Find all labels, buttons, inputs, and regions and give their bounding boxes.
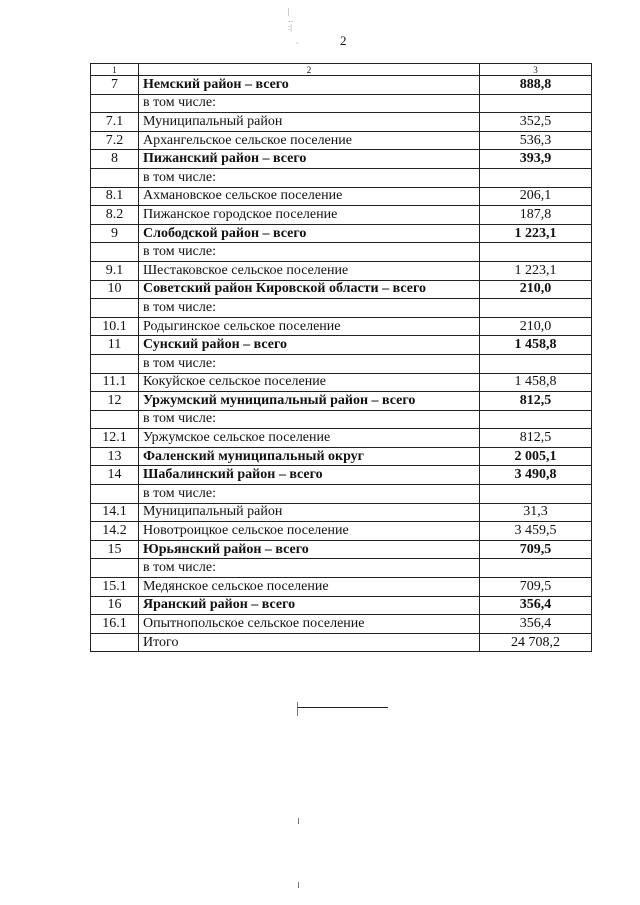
table-row bbox=[91, 354, 592, 373]
row-number bbox=[91, 485, 139, 504]
row-value: 812,5 bbox=[480, 429, 592, 448]
row-name: Итого bbox=[139, 633, 480, 652]
row-number bbox=[91, 94, 139, 113]
row-value: 709,5 bbox=[480, 540, 592, 559]
row-name: в том числе: bbox=[139, 485, 480, 504]
row-name: Муниципальный район bbox=[139, 113, 480, 132]
row-number bbox=[91, 168, 139, 187]
row-number bbox=[91, 243, 139, 262]
row-name: Уржумский муниципальный район – всего bbox=[139, 392, 480, 411]
row-number: 7 bbox=[91, 76, 139, 95]
row-name: Шестаковское сельское поселение bbox=[139, 261, 480, 280]
row-name: Муниципальный район bbox=[139, 503, 480, 522]
table-row bbox=[91, 243, 592, 262]
row-number bbox=[91, 354, 139, 373]
row-name: Советский район Кировской области – всего bbox=[139, 280, 480, 299]
row-number: 7.2 bbox=[91, 131, 139, 150]
row-value bbox=[480, 168, 592, 187]
row-value: 1 458,8 bbox=[480, 373, 592, 392]
row-name: в том числе: bbox=[139, 559, 480, 578]
row-name: Сунский район – всего bbox=[139, 336, 480, 355]
table-row bbox=[91, 485, 592, 504]
row-number bbox=[91, 559, 139, 578]
row-number: 15 bbox=[91, 540, 139, 559]
row-value: 210,0 bbox=[480, 280, 592, 299]
row-value: 393,9 bbox=[480, 150, 592, 169]
row-name: в том числе: bbox=[139, 299, 480, 318]
row-name: Шабалинский район – всего bbox=[139, 466, 480, 485]
table-row bbox=[91, 131, 592, 150]
table-row bbox=[91, 466, 592, 485]
row-number: 14.2 bbox=[91, 522, 139, 541]
scan-artifact bbox=[297, 702, 298, 716]
row-number: 12.1 bbox=[91, 429, 139, 448]
table-row bbox=[91, 633, 592, 652]
row-number: 9 bbox=[91, 224, 139, 243]
column-header: 2 bbox=[139, 64, 480, 76]
table-row bbox=[91, 503, 592, 522]
table-row bbox=[91, 429, 592, 448]
table-row bbox=[91, 317, 592, 336]
row-name: в том числе: bbox=[139, 243, 480, 262]
table-row bbox=[91, 168, 592, 187]
row-name: Немский район – всего bbox=[139, 76, 480, 95]
row-number: 11.1 bbox=[91, 373, 139, 392]
row-value bbox=[480, 243, 592, 262]
table-row bbox=[91, 447, 592, 466]
row-value bbox=[480, 299, 592, 318]
row-number bbox=[91, 410, 139, 429]
row-name: Медянское сельское поселение bbox=[139, 578, 480, 597]
row-value: 709,5 bbox=[480, 578, 592, 597]
row-number: 11 bbox=[91, 336, 139, 355]
scan-artifact bbox=[298, 882, 299, 888]
row-value: 352,5 bbox=[480, 113, 592, 132]
table-header-row bbox=[91, 64, 592, 76]
table-row bbox=[91, 150, 592, 169]
row-number: 7.1 bbox=[91, 113, 139, 132]
scan-artifact: | ‥ :| bbox=[288, 7, 294, 32]
table-row bbox=[91, 578, 592, 597]
row-value: 2 005,1 bbox=[480, 447, 592, 466]
row-number: 10 bbox=[91, 280, 139, 299]
row-name: Фаленский муниципальный округ bbox=[139, 447, 480, 466]
row-value: 3 490,8 bbox=[480, 466, 592, 485]
row-value: 1 223,1 bbox=[480, 261, 592, 280]
table-row bbox=[91, 392, 592, 411]
row-name: в том числе: bbox=[139, 354, 480, 373]
row-number bbox=[91, 633, 139, 652]
row-name: Яранский район – всего bbox=[139, 596, 480, 615]
row-value bbox=[480, 354, 592, 373]
scan-artifact: ¨ bbox=[296, 41, 299, 50]
row-value: 812,5 bbox=[480, 392, 592, 411]
table-row bbox=[91, 224, 592, 243]
row-number bbox=[91, 299, 139, 318]
row-number: 10.1 bbox=[91, 317, 139, 336]
row-name: Ахмановское сельское поселение bbox=[139, 187, 480, 206]
table-row bbox=[91, 299, 592, 318]
row-value: 31,3 bbox=[480, 503, 592, 522]
table-row bbox=[91, 76, 592, 95]
row-value bbox=[480, 94, 592, 113]
closing-rule bbox=[298, 707, 388, 708]
row-value: 187,8 bbox=[480, 206, 592, 225]
row-number: 9.1 bbox=[91, 261, 139, 280]
row-value: 1 458,8 bbox=[480, 336, 592, 355]
row-value bbox=[480, 559, 592, 578]
row-name: Слободской район – всего bbox=[139, 224, 480, 243]
row-number: 14 bbox=[91, 466, 139, 485]
table-row bbox=[91, 280, 592, 299]
row-name: Пижанское городское поселение bbox=[139, 206, 480, 225]
row-name: в том числе: bbox=[139, 410, 480, 429]
row-name: Пижанский район – всего bbox=[139, 150, 480, 169]
row-value: 210,0 bbox=[480, 317, 592, 336]
table-row bbox=[91, 373, 592, 392]
row-value: 888,8 bbox=[480, 76, 592, 95]
row-number: 16.1 bbox=[91, 615, 139, 634]
row-value: 206,1 bbox=[480, 187, 592, 206]
row-number: 8 bbox=[91, 150, 139, 169]
row-name: Родыгинское сельское поселение bbox=[139, 317, 480, 336]
row-number: 8.1 bbox=[91, 187, 139, 206]
table-row bbox=[91, 206, 592, 225]
row-number: 8.2 bbox=[91, 206, 139, 225]
row-value: 1 223,1 bbox=[480, 224, 592, 243]
table-row bbox=[91, 559, 592, 578]
table-row bbox=[91, 410, 592, 429]
row-name: Кокуйское сельское поселение bbox=[139, 373, 480, 392]
row-value: 24 708,2 bbox=[480, 633, 592, 652]
table-row bbox=[91, 336, 592, 355]
row-number: 15.1 bbox=[91, 578, 139, 597]
row-value: 356,4 bbox=[480, 596, 592, 615]
table-row bbox=[91, 94, 592, 113]
row-name: Уржумское сельское поселение bbox=[139, 429, 480, 448]
table-row bbox=[91, 113, 592, 132]
row-number: 13 bbox=[91, 447, 139, 466]
row-name: в том числе: bbox=[139, 94, 480, 113]
row-value: 356,4 bbox=[480, 615, 592, 634]
budget-table bbox=[90, 63, 592, 652]
row-value: 536,3 bbox=[480, 131, 592, 150]
scan-artifact bbox=[298, 818, 299, 824]
row-number: 12 bbox=[91, 392, 139, 411]
row-name: Новотроицкое сельское поселение bbox=[139, 522, 480, 541]
row-name: в том числе: bbox=[139, 168, 480, 187]
table-row bbox=[91, 522, 592, 541]
column-header: 3 bbox=[480, 64, 592, 76]
row-number: 14.1 bbox=[91, 503, 139, 522]
table-row bbox=[91, 187, 592, 206]
table-row bbox=[91, 261, 592, 280]
row-name: Опытнопольское сельское поселение bbox=[139, 615, 480, 634]
column-header: 1 bbox=[91, 64, 139, 76]
row-name: Юрьянский район – всего bbox=[139, 540, 480, 559]
row-value: 3 459,5 bbox=[480, 522, 592, 541]
table-row bbox=[91, 540, 592, 559]
row-number: 16 bbox=[91, 596, 139, 615]
row-value bbox=[480, 485, 592, 504]
table-row bbox=[91, 615, 592, 634]
table-row bbox=[91, 596, 592, 615]
row-value bbox=[480, 410, 592, 429]
page-number: 2 bbox=[340, 33, 347, 48]
row-name: Архангельское сельское поселение bbox=[139, 131, 480, 150]
